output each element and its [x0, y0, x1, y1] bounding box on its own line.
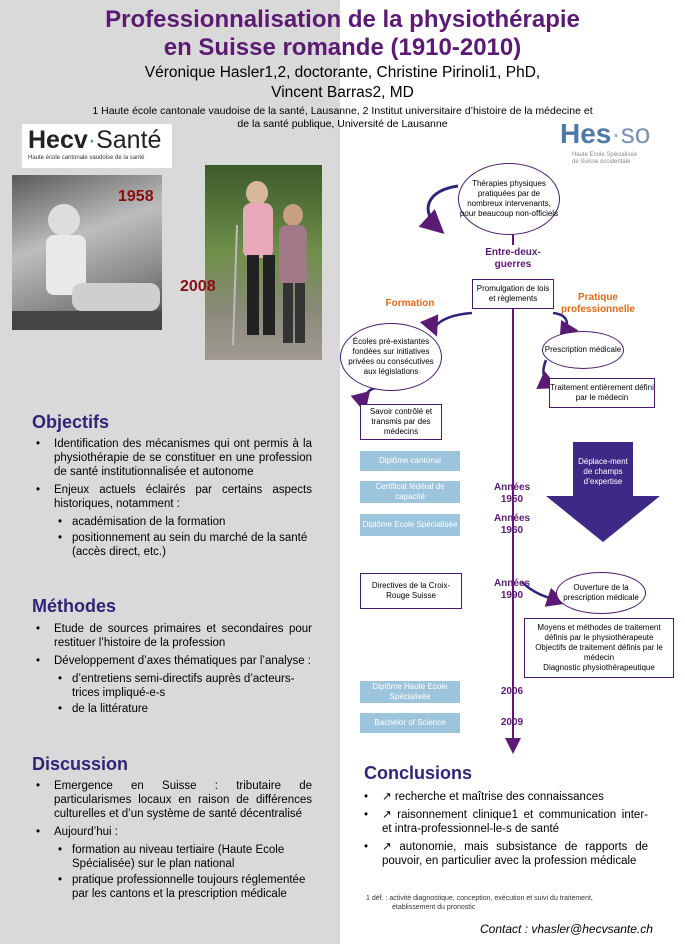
methodes-sub-1: • d’entretiens semi-directifs auprès d’acteurs-trices impliqué-e-s [32, 672, 312, 700]
photo-year-1958: 1958 [118, 188, 154, 205]
hes-logo-sub2: de Suisse occidentale [572, 159, 631, 165]
label-entre-deux-guerres: Entre-deux-guerres [485, 247, 541, 270]
discussion-bullet-2: • Aujourd’hui : [32, 825, 312, 839]
conclusion-3: • ↗ autonomie, mais subsistance de rapports de pouvoir, en particulier avec la profession médicale [360, 840, 648, 868]
photo-2008 [205, 165, 322, 360]
prescription-oval: Prescription médicale [542, 331, 624, 369]
moyens-line-1: Moyens et méthodes de traitement définis par le physiothérapeute [537, 623, 661, 642]
moyens-line-3: Diagnostic physiothérapeutique [543, 663, 655, 672]
hecv-logo-main: Hecv [28, 126, 88, 154]
label-annees-1990: Années 1990 [493, 578, 531, 601]
authors-line1: Véronique Hasler1,2, doctorante, Christine Pirinoli1, PhD, [144, 64, 541, 81]
therapies-oval: Thérapies physiques pratiquées par de nombreux intervenants, pour beaucoup non-officiels [458, 163, 560, 235]
hecv-logo-subtitle: Haute école cantonale vaudoise de la santé [28, 155, 145, 161]
discussion-title: Discussion [32, 754, 129, 774]
poster-title-line1: Professionnalisation de la physiothérapie [105, 6, 580, 33]
objectifs-bullet-1: • Identification des mécanismes qui ont permis à la physiothérapie de se constituer en une profession de santé institutionnalisée et autonome [32, 437, 312, 479]
affiliation-line2: de la santé publique, Université de Lausanne [237, 118, 448, 130]
methodes-sub-2: • de la littérature [32, 702, 312, 716]
label-annees-1950: Années 1950 [493, 482, 531, 505]
conclusions-title: Conclusions [364, 763, 473, 783]
hes-logo-main: Hes [560, 118, 612, 149]
methodes-list [32, 622, 312, 718]
box-savoir: Savoir contrôlé et transmis par des médecins [360, 404, 442, 440]
label-annees-1960: Années 1960 [493, 513, 531, 536]
ouverture-oval: Ouverture de la prescription médicale [556, 572, 646, 614]
objectifs-sub-1: • académisation de la formation [32, 515, 312, 529]
box-promulgation: Promulgation de lois et règlements [472, 279, 554, 309]
objectifs-title: Objectifs [32, 412, 110, 432]
discussion-sub-2: • pratique professionnelle toujours réglementée par les cantons et la prescription médicale [32, 873, 312, 901]
box-diplome-hes: Diplôme Haute Ecole Spécialisée [360, 681, 460, 703]
hes-logo-so: so [620, 118, 651, 149]
methodes-bullet-1: • Etude de sources primaires et secondaires pour restituer l’histoire de la profession [32, 622, 312, 650]
methodes-title: Méthodes [32, 596, 117, 616]
conclusions-list [360, 790, 648, 872]
label-pratique-professionnelle: Pratique professionnelle [561, 292, 635, 315]
hes-logo-sub1: Haute Ecole Spécialisée [572, 152, 638, 158]
label-formation: Formation [385, 298, 435, 309]
contact-email[interactable]: Contact : vhasler@hecvsante.ch [480, 922, 653, 936]
affiliation-line1: 1 Haute école cantonale vaudoise de la santé, Lausanne, 2 Institut universitaire d’histoire de la médecine et [92, 105, 593, 117]
ecoles-oval: Écoles pré-existantes fondées sur initiatives privées ou consécutives aux législations [340, 323, 442, 391]
objectifs-bullet-2: • Enjeux actuels éclairés par certains aspects historiques, notamment : [32, 483, 312, 511]
hecv-logo-sante: Santé [96, 126, 162, 154]
box-diplome-ecole: Diplôme Ecole Spécialisée [360, 514, 460, 536]
conclusion-1: • ↗ recherche et maîtrise des connaissances [360, 790, 648, 804]
discussion-list [32, 779, 312, 903]
box-directives: Directives de la Croix-Rouge Suisse [360, 573, 462, 609]
hecv-logo: Hecv·Santé Haute école cantonale vaudoise de la santé [22, 124, 172, 168]
discussion-sub-1: • formation au niveau tertiaire (Haute Ecole Spécialisée) sur le plan national [32, 843, 312, 871]
objectifs-sub-2: • positionnement au sein du marché de la santé (accès direct, etc.) [32, 531, 312, 559]
methodes-bullet-2: • Développement d’axes thématiques par l’analyse : [32, 654, 312, 668]
authors-line2: Vincent Barras2, MD [271, 84, 414, 101]
box-certificat-federal: Certificat fédéral de capacité [360, 481, 460, 503]
box-traitement: Traitement entièrement défini par le médecin [549, 378, 655, 408]
photo-year-2008: 2008 [180, 278, 216, 295]
label-2006: 2006 [500, 686, 524, 697]
footnote-line1: 1 déf. : activité diagnostique, conception, exécution et suivi du traitement, [366, 895, 593, 902]
discussion-bullet-1: • Emergence en Suisse : tributaire de particularismes locaux en raison de différences culturelles et d’un système de santé décentralisé [32, 779, 312, 821]
label-deplacement: Déplace-ment de champs d’expertise [578, 457, 628, 486]
objectifs-list [32, 437, 312, 561]
box-bachelor: Bachelor of Science [360, 713, 460, 733]
footnote-line2: établissement du pronostic [392, 904, 476, 911]
hes-so-logo: Hes·so Haute Ecole Spécialisée de Suisse occidentale [560, 118, 651, 165]
poster-title-line2: en Suisse romande (1910-2010) [163, 34, 522, 61]
moyens-line-2: Objectifs de traitement définis par le médecin [535, 643, 663, 662]
box-moyens [524, 618, 674, 678]
conclusion-2: • ↗ raisonnement clinique1 et communication inter- et intra-professionnel-le-s de santé [360, 808, 648, 836]
label-2009: 2009 [500, 717, 524, 728]
box-diplome-cantonal: Diplôme cantonal [360, 451, 460, 471]
